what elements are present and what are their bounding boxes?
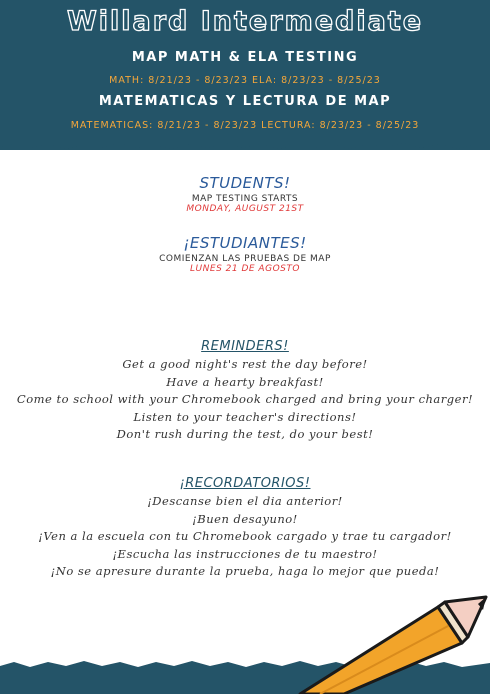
reminder-item: Don't rush during the test, do your best! — [116, 427, 374, 441]
recordatorio-item: ¡Descanse bien el dia anterior! — [147, 494, 343, 508]
recordatorio-item: ¡Escucha las instrucciones de tu maestro! — [112, 546, 378, 561]
reminder-item: Get a good night's rest the day before! — [122, 357, 368, 371]
recordatorio-item: ¡Buen desayuno! — [192, 511, 298, 526]
testing-dates-es: MATEMATICAS: 8/21/23 - 8/23/23 LECTURA: 8/23/23 - 8/25/23 — [70, 120, 420, 131]
students-line: MAP TESTING STARTS — [191, 194, 299, 204]
estudiantes-section — [0, 234, 490, 274]
recordatorio-item: ¡Ven a la escuela con tu Chromebook cargado y trae tu cargador! — [38, 529, 452, 543]
reminder-item: Come to school with your Chromebook charged and bring your charger! — [16, 392, 474, 406]
testing-subtitle-en: MAP MATH & ELA TESTING — [131, 50, 359, 65]
school-title: Willard Intermediate — [66, 6, 424, 37]
estudiantes-date: LUNES 21 DE AGOSTO — [190, 264, 300, 274]
reminders-section — [0, 339, 490, 444]
recordatorios-section — [0, 476, 490, 581]
reminder-item: Listen to your teacher's directions! — [133, 409, 357, 424]
recordatorio-item: ¡No se apresure durante la prueba, haga lo mejor que pueda! — [50, 564, 440, 578]
testing-dates-en: MATH: 8/21/23 - 8/23/23 ELA: 8/23/23 - 8/25/23 — [109, 75, 381, 86]
testing-subtitle-es: MATEMATICAS Y LECTURA DE MAP — [98, 94, 392, 109]
recordatorios-heading: ¡RECORDATORIOS! — [179, 476, 311, 491]
reminders-heading: REMINDERS! — [201, 339, 289, 354]
footer-banner — [0, 590, 490, 694]
students-heading: STUDENTS! — [199, 174, 291, 192]
students-section — [0, 174, 490, 214]
reminder-item: Have a hearty breakfast! — [166, 374, 324, 389]
estudiantes-heading: ¡ESTUDIANTES! — [183, 234, 307, 252]
students-date: MONDAY, AUGUST 21ST — [186, 204, 304, 214]
estudiantes-line: COMIENZAN LAS PRUEBAS DE MAP — [159, 254, 331, 264]
torn-edge-top — [0, 136, 490, 158]
